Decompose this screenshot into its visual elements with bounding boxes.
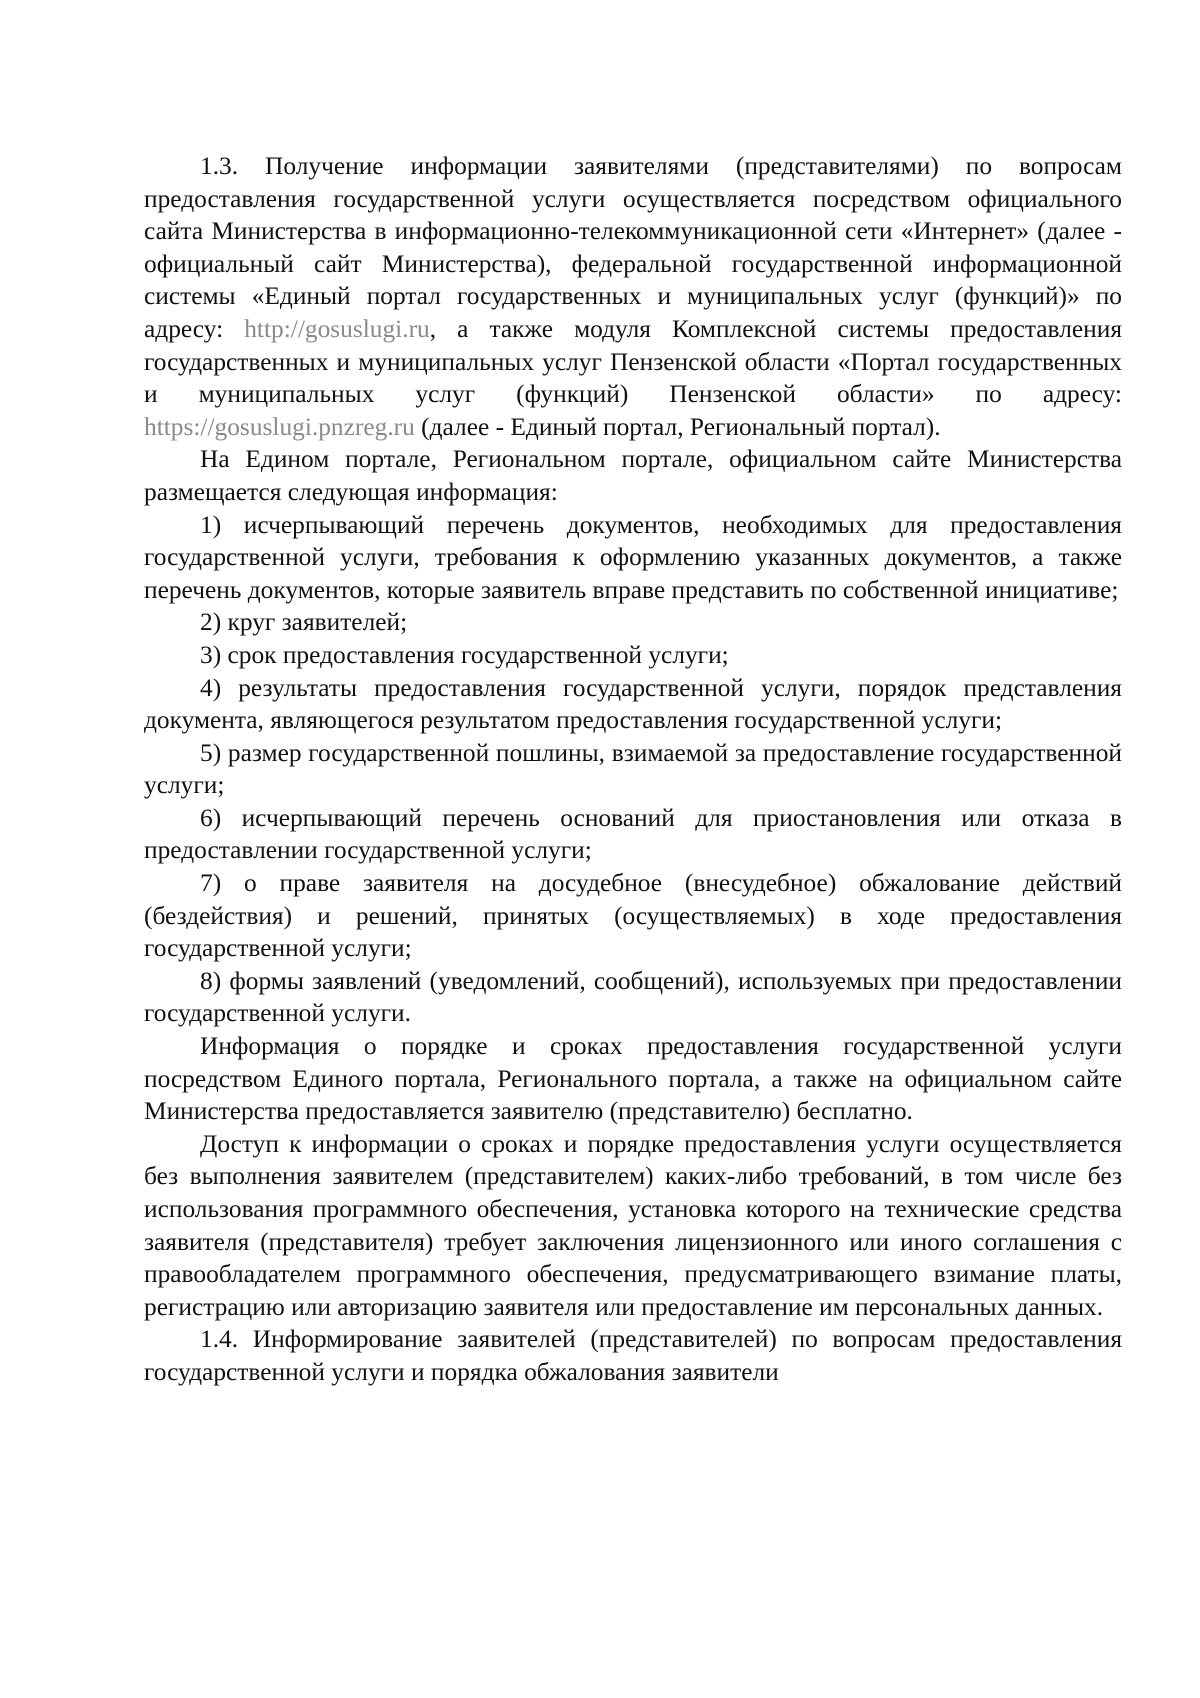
- paragraph-1-3: [144, 150, 1122, 443]
- list-item-6: 6) исчерпывающий перечень оснований для приостановления или отказа в предоставлении государственной услуги;: [144, 803, 1122, 865]
- list-item-7: 7) о праве заявителя на досудебное (внесудебное) обжалование действий (бездействия) и решений, принятых (осуществляемых) в ходе предоставления государственной услуги;: [144, 869, 1122, 963]
- list-item-4: 4) результаты предоставления государственной услуги, порядок представления документа, являющегося результатом предоставления государственной услуги;: [144, 673, 1122, 735]
- list-item-2: 2) круг заявителей;: [200, 608, 408, 637]
- paragraph-1-3-text-start: 1.3. Получение информации заявителями (представителями) по вопросам предоставления государственной услуги осуществляется посредством официального сайта Министерства в информационно-телекоммуникационной сети «Интернет» (далее - официальный сайт Министерства), федеральной государственной информационной системы «Единый портал государственных и муниципальных услуг (функций)» по адресу:: [144, 152, 1122, 343]
- paragraph-free-information: Информация о порядке и сроках предоставления государственной услуги посредством Единого портала, Регионального портала, а также на официальном сайте Министерства предоставляется заявителю (представителю) бесплатно.: [144, 1032, 1122, 1126]
- regional-portal-url: https://gosuslugi.pnzreg.ru: [144, 412, 415, 441]
- paragraph-1-3-text-end: (далее - Единый портал, Региональный портал).: [414, 412, 941, 441]
- document-body: [144, 150, 1122, 1389]
- list-item-5: 5) размер государственной пошлины, взимаемой за предоставление государственной услуги;: [144, 738, 1122, 800]
- paragraph-1-4: 1.4. Информирование заявителей (представителей) по вопросам предоставления государственной услуги и порядка обжалования заявители: [144, 1325, 1122, 1386]
- list-item-3: 3) срок предоставления государственной услуги;: [200, 640, 729, 669]
- list-item-8: 8) формы заявлений (уведомлений, сообщений), используемых при предоставлении государственной услуги.: [144, 966, 1122, 1028]
- paragraph-1-3-text-middle: , а также модуля Комплексной системы предоставления государственных и муниципальных услуг Пензенской области «Портал государственных и муниципальных услуг (функций) Пензенской области» по адресу:: [144, 314, 1122, 409]
- list-item-1: 1) исчерпывающий перечень документов, необходимых для предоставления государственной услуги, требования к оформлению указанных документов, а также перечень документов, которые заявитель вправе представить по собственной инициативе;: [144, 510, 1122, 604]
- paragraph-portal-info-intro: На Едином портале, Региональном портале, официальном сайте Министерства размещается следующая информация:: [144, 445, 1122, 506]
- paragraph-information-access: Доступ к информации о сроках и порядке предоставления услуги осуществляется без выполнения заявителем (представителем) каких-либо требований, в том числе без использования программного обеспечения, установка которого на технические средства заявителя (представителя) требует заключения лицензионного или иного соглашения с правообладателем программного обеспечения, предусматривающего взимание платы, регистрацию или авторизацию заявителя или предоставление им персональных данных.: [144, 1129, 1122, 1321]
- gosuslugi-url: http://gosuslugi.ru: [244, 314, 430, 343]
